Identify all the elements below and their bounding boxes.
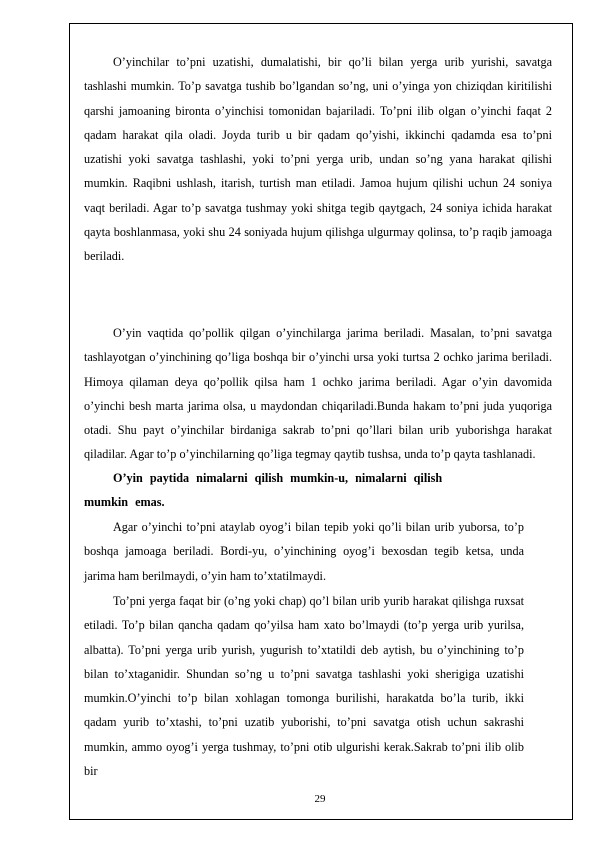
body-section-1: [84, 50, 552, 269]
body-section-2: [84, 321, 552, 467]
body-section-3: [84, 515, 524, 588]
paragraph-fouls: O’yin vaqtida qo’pollik qilgan o’yinchilarga jarima beriladi. Masalan, to’pni savatga tashlayotgan o’yinchining qo’liga boshqa bir o’yinchi ursa yoki turtsa 2 ochko jarima beriladi. Himoya qilaman deya qo’pollik qilsa ham 1 ochko jarima beriladi. Agar o’yin davomida o’yinchi besh marta jarima olsa, u maydondan chiqariladi.Bunda hakam to’pni juda yuqoriga otadi. Shu payt o’yinchilar birdaniga sakrab to’pni qo’llari bilan urib yuborishga harakat qiladilar. Agar to’p o’yinchilarning qo’liga tegmay qaytib tushsa, unda to’p qayta tashlanadi.: [84, 326, 552, 462]
paragraph-game-rules: O’yinchilar to’pni uzatishi, dumalatishi, bir qo’li bilan yerga urib yurishi, savatga tashlashi mumkin. To’p savatga tushib bo’lgandan so’ng, uni o’yinga yon chiziqdan kiritilishi qarshi jamoaning bironta o’yinchisi tomonidan bajariladi. To’pni ilib olgan o’yinchi faqat 2 qadam harakat qila oladi. Joyda turib u bir qadam qo’yishi, ikkinchi qadamda esa to’pni uzatishi yoki savatga tashlashi, yoki to’pni yerga urib, undan so’ng yana harakat qilishi mumkin. Raqibni ushlash, itarish, turtish man etiladi. Jamoa hujum qilishi uchun 24 soniya vaqt beriladi. Agar to’p savatga tushmay yoki shitga tegib qaytgach, 24 soniya ichida harakat qayta boshlanmasa, yoki shu 24 soniyada hujum qilishga ulgurmay qolinsa, to’p raqib jamoaga beriladi.: [84, 55, 552, 264]
paragraph-dribbling: To’pni yerga faqat bir (o’ng yoki chap) qo’l bilan urib yurib harakat qilishga ruxsat etiladi. To’p bilan qancha qadam qo’yilsa ham xato bo’lmaydi (to’p yerga urib yurilsa, albatta). To’pni yerga urib yurish, yugurish to’xtatildi deb aytish, bu o’yinchining to’p bilan to’xtaganidir. Shundan so’ng u to’pni savatga tashlashi yoki sherigiga uzatishi mumkin.O’yinchi to’p bilan xohlagan tomonga burilishi, harakatda bo’la turib, ikki qadam yurib to’xtashi, to’pni uzatib yuborishi, to’pni savatga otish uchun sakrashi mumkin, ammo oyog’i yerga tushmay, to’pni otib ulgurishi kerak.Sakrab to’pni ilib olib bir: [84, 594, 524, 779]
paragraph-kicking-ball: Agar o’yinchi to’pni ataylab oyog’i bilan tepib yoki qo’li bilan urib yuborsa, to’p boshqa jamoaga beriladi. Bordi-yu, o’yinchining oyog’i bexosdan tegib ketsa, unda jarima ham berilmaydi, o’yin ham to’xtatilmaydi.: [84, 520, 524, 583]
section-heading-line-1: O’yin paytida nimalarni qilish mumkin-u, nimalarni qilish: [113, 471, 443, 485]
page-number: 29: [314, 793, 326, 805]
section-heading: [84, 466, 524, 515]
body-section-4: [84, 589, 524, 783]
section-heading-line-2: mumkin emas.: [84, 495, 165, 510]
